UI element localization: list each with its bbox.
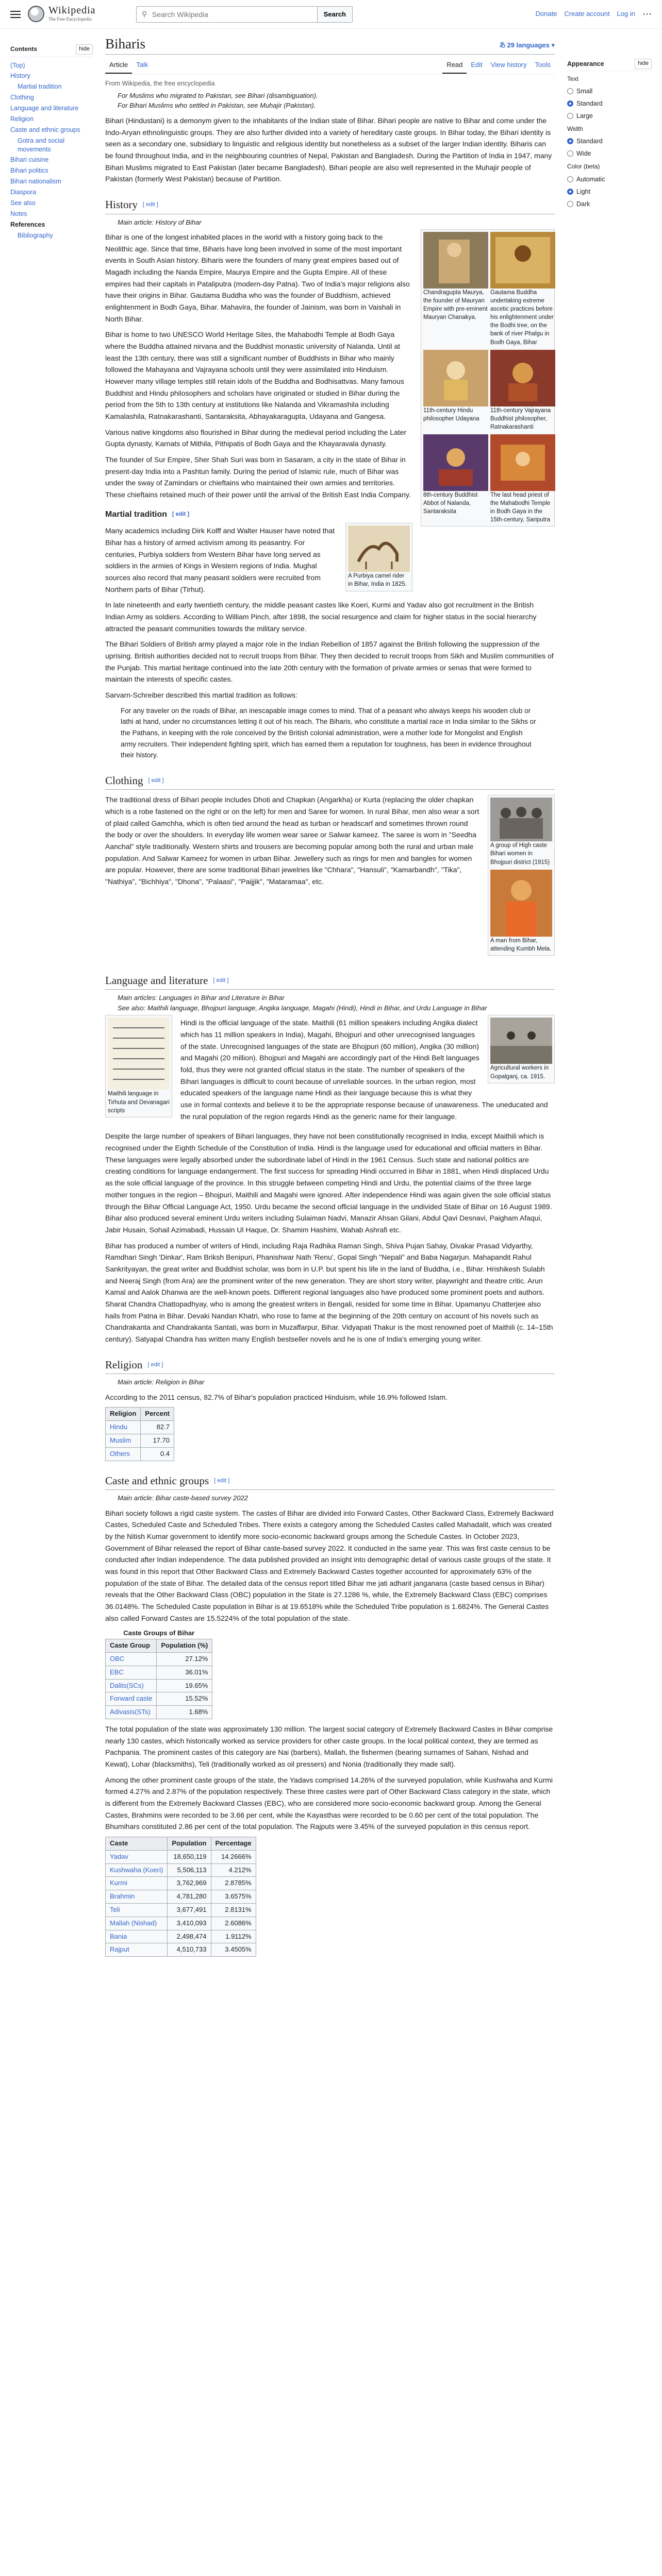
table-cell: 4.212% bbox=[211, 1863, 256, 1877]
tab-article[interactable]: Article bbox=[105, 58, 132, 74]
table-row bbox=[106, 1421, 174, 1434]
image-caption: A group of High caste Bihari women in Bhojpuri district (1915) bbox=[490, 842, 550, 866]
table-cell: 0.4 bbox=[141, 1447, 174, 1461]
toc-item[interactable]: Gotra and social movements bbox=[18, 137, 65, 153]
toc-item[interactable]: Bihari cuisine bbox=[10, 156, 49, 164]
section-religion: Religion [ edit ] bbox=[105, 1357, 555, 1375]
section-language: Language and literature [ edit ] bbox=[105, 972, 555, 990]
radio-icon[interactable] bbox=[567, 189, 573, 195]
table-row bbox=[106, 1890, 256, 1904]
history-paragraph: Bihar is home to two UNESCO World Heritage Sites, the Mahabodhi Temple at Bodh Gaya where the Buddha attained nirvana and the Buddhist monastic university of Nalanda. Until at least the 13th century, there was still a significant number of Buddhists in Bihar who mainly followed the Mahayana and Vajrayana schools until they were assimilated into Hinduism. However many village temples still retain idols of the Buddha and Bodhisattvas. Many famous Buddhist and Hindu philosophers and scholars have originated or studied in Bihar during the period from the 5th to 13th century at institutions like Nalanda and Vikramashila including Kamalashila, Ratnakarashanti, Santaraksita, Abhayakaragupta, Udayana and Gangesa. bbox=[105, 330, 404, 421]
image-caption: Maithili language in Tirhuta and Devanagari scripts bbox=[108, 1091, 170, 1114]
image-caption: A Purbiya camel rider in Bihar, India in 1825. bbox=[348, 573, 407, 588]
option-label: Light bbox=[576, 188, 591, 195]
radio-icon[interactable] bbox=[567, 138, 573, 144]
table-row bbox=[106, 1850, 256, 1863]
column-header[interactable]: Population (%) bbox=[157, 1639, 212, 1653]
option-label: Dark bbox=[576, 200, 590, 208]
table-cell: 2,498,474 bbox=[168, 1930, 211, 1943]
from-wikipedia: From Wikipedia, the free encyclopedia bbox=[105, 79, 215, 87]
table-cell: 82.7 bbox=[141, 1421, 174, 1434]
radio-icon[interactable] bbox=[567, 201, 573, 207]
history-paragraph: The founder of Sur Empire, Sher Shah Suri was born in Sasaram, a city in the state of Bihar in present-day India into a Pashtun family. During the period of Islamic rule, much of Bihar was under the sway of Zamindars or chieftains who maintained their own armies and territories. These chieftains retained much of their power until the arrival of the British East India Company. bbox=[105, 455, 411, 499]
toc-item[interactable]: Notes bbox=[10, 210, 27, 217]
image-caption: 11th-century Hindu philosopher Udayana bbox=[423, 407, 479, 422]
buddha-painting-image[interactable] bbox=[490, 232, 555, 289]
history-image-box bbox=[421, 229, 555, 527]
caste-paragraph: The total population of the state was approximately 130 million. The largest social category of Extremely Backward Castes in Bihar comprise nearly 130 castes, which historically worked as service providers for other caste groups. In the local political context, they are termed as Pachpania. The prominent castes of this category are Nai (barbers), Mallah, the fishermen (bearing surnames of Sahani, Nishad and Kewat), Lohar (blacksmiths), Teli (traditionally worked as oil pressers) and Nonia (traditionally they made salt). bbox=[105, 1724, 553, 1768]
table-cell[interactable]: EBC bbox=[106, 1666, 157, 1679]
edit-section-link[interactable]: [ edit ] bbox=[172, 511, 190, 517]
history-paragraph: Bihar is one of the longest inhabited places in the world with a history going back to the Neolithic age. Since that time, Biharis have long been involved in some of the most important events in South Asian history. Biharis were the founders of many great empires based out of Magadh including the Nanda Empire, Maurya Empire and the Gupta Empire. All of these empires had their capitals in Pataliputra (modern-day Patna). Two of India's major religions also have their origins in Bihar. Gautama Buddha who was the founder of Buddhism, achieved enlightenment in Bodh Gaya, Bihar. Mahavira, the founder of Jainism, was born in Vaishali in North Bihar. bbox=[105, 233, 410, 323]
table-cell[interactable]: Brahmin bbox=[106, 1890, 168, 1904]
see-also-note: See also: Maithili language, Bhojpuri language, Angika language, Magahi (Hindi), Hindi in Bihar, and Urdu Language in Bihar bbox=[118, 1004, 487, 1012]
agricultural-workers-image-box bbox=[488, 1015, 555, 1083]
language-paragraph: Bihar has produced a number of writers of Hindi, including Raja Radhika Raman Singh, Shiva Pujan Sahay, Divakar Prasad Vidyarthy, Ramdhari Singh 'Dinkar', Ram Briksh Benipuri, Phanishwar Nath 'Renu', Gopal Singh "Nepali" and Baba Nagarjun. Mahapandit Rahul Sankrityayan, the great writer and Buddhist scholar, was born in U.P. but spent his life in the land of Buddha, i.e., Bihar. Hrishikesh Sulabh and Neeraj Singh (from Ara) are the prominent writer of the new generation. They are short story writer, playwright and theatre critic. Arun Kamal and Aalok Dhanwa are the well-known poets. Different regional languages also have produced some prominent poets and authors. Sharat Chandra Chattopadhyay, who is among the greatest writers in Bengali, resided for some time in Bihar. Upamanyu Chatterjee also hails from Patna in Bihar. Devaki Nandan Khatri, who rose to fame at the beginning of the 20th century on account of his novels such as Chandrakanta and Chandrakanta Santati, was born in Muzaffarpur, Bihar. Vidyapati Thakur is the most renowned poet of Maithili (c. 14–15th century). Satyapal Chandra has written many English bestseller novels and he is one of India's emerging young writer. bbox=[105, 1241, 553, 1343]
toc-item[interactable]: Clothing bbox=[10, 94, 34, 101]
table-cell[interactable]: Muslim bbox=[106, 1434, 141, 1447]
table-caption: Caste Groups of Bihar bbox=[123, 1629, 195, 1637]
wordmark: Wikipedia bbox=[48, 5, 96, 16]
table-cell: 15.52% bbox=[157, 1692, 212, 1706]
table-cell: 5,506,113 bbox=[168, 1863, 211, 1877]
column-header[interactable]: Population bbox=[168, 1837, 211, 1850]
width-heading: Width bbox=[567, 125, 583, 133]
kumbh-mela-man-image[interactable] bbox=[490, 870, 552, 937]
text-option[interactable] bbox=[567, 110, 652, 122]
toc-item[interactable]: References bbox=[10, 221, 45, 228]
option-label: Automatic bbox=[576, 175, 605, 183]
bihari-women-image[interactable] bbox=[490, 798, 552, 841]
table-cell: 36.01% bbox=[157, 1666, 212, 1679]
table-row bbox=[106, 1652, 212, 1666]
chandragupta-image[interactable] bbox=[423, 232, 488, 289]
intro-paragraph: Bihari (Hindustani) is a demonym given to the inhabitants of the Indian state of Bihar. Bihari people are native to Bihar and come under the Indo-Aryan ethnolinguistic groups. They are also further divided into a variety of hereditary caste groups. In Bihar today, the Bihari identity is seen as a secondary one, subsidiary to linguistic and religious identity but nonetheless as a subset of the larger Indian identity. Biharis can be found throughout India, and in the neighbouring countries of Nepal, Pakistan and Bangladesh. During the Partition of India in 1947, many Bihari Muslims migrated to East Pakistan (later became Bangladesh). Bihari people are also well represented in the Muhajir people of Pakistan (formerly West Pakistan) because of Partition. bbox=[105, 116, 552, 183]
clothing-paragraph: The traditional dress of Bihari people includes Dhoti and Chapkan (Angarkha) or Kurta (replacing the older chapkan which is a robe fastened on the right or on the left) for men and Saree for women. In rural Bihar, men also wear a sort of plaid called Gamchha, which is often tied around the head as turban or headscarf and sometimes thrown round the body or over the shoulders. In everyday life women wear saree or Salwar kameez. The saree is worn in "Seedha Aanchal" style traditionally. Western shirts and trousers are becoming popular among both the rural and urban male population. And Salwar Kameez for women in urban Bihar. Jewellery such as rings for men and bangles for women are popular. However, there are some traditional Bihari jewelries like "Chhara", "Hansuli", "Kamarbandh", "Tika", "Nathiya", "Bichhiya", "Dhona", "Palaasi", "Paijjik", "Mataramaa", etc. bbox=[105, 795, 479, 886]
text-option[interactable] bbox=[567, 85, 652, 97]
section-clothing: Clothing [ edit ] bbox=[105, 772, 555, 790]
table-cell[interactable]: Teli bbox=[106, 1903, 168, 1917]
image-caption: 11th-century Vajrayana Buddhist philosopher, Ratnakarashanti bbox=[490, 407, 551, 430]
appearance-heading: Appearance bbox=[567, 60, 604, 67]
tab-read[interactable]: Read bbox=[442, 58, 467, 74]
column-header[interactable]: Caste Group bbox=[106, 1639, 157, 1653]
language-paragraph: Hindi is the official language of the state. Maithili (61 million speakers including Angika dialect which has 11 million speakers in India), Magahi, Bhojpuri and other unrecognised languages of the state. Unrecognised languages of the state are Bhojpuri (60 million), Angika (30 million) and Magahi (20 million). Bhojpuri and Magahi are accordingly part of the Hindi Belt languages fold, thus they were not granted official status in the state. The number of speakers of the Bihari languages is difficult to count because of unreliable sources. In the urban region, most educated speakers of the language name Hindi as their language because this is what they use in formal contexts and believe it to be the appropriate response because of unawareness. The uneducated and the rural population of the region regards Hindi as the generic name for their language. bbox=[180, 1019, 548, 1121]
tab-view-history[interactable]: View history bbox=[490, 61, 527, 69]
image-caption: A man from Bihar, attending Kumbh Mela. bbox=[490, 937, 552, 952]
edit-section-link[interactable]: [ edit ] bbox=[213, 977, 229, 984]
camel-rider-image[interactable] bbox=[348, 526, 410, 572]
main-article-note: Main article: Bihar caste-based survey 2022 bbox=[118, 1494, 248, 1502]
tab-edit[interactable]: Edit bbox=[471, 61, 483, 69]
toc-item[interactable]: Caste and ethnic groups bbox=[10, 126, 80, 133]
login-link[interactable]: Log in bbox=[617, 10, 635, 18]
search-icon: ⚲ bbox=[141, 10, 147, 19]
caste-paragraph: Among the other prominent caste groups of the state, the Yadavs comprised 14.26% of the surveyed population, while Kushwaha and Kurmi formed 4.27% and 2.87% of the population respectively. These three castes were part of Other Backward Class category in the state, which is different from the Extremely Backward Classes (EBC), who are considered more socio-economic backward group. Among the General Castes, Brahmins were recorded to be 3.66 per cent, while the Kayasthas were recorded to be 0.60 per cent of the total population. The Bhumihars constituted 2.86 per cent of the total population. The Rajputs were 3.45% of the surveyed population in this census report. bbox=[105, 1775, 553, 1831]
search-input[interactable] bbox=[152, 10, 317, 19]
table-cell[interactable]: Forward caste bbox=[106, 1692, 157, 1706]
toc-item[interactable]: Language and literature bbox=[10, 105, 79, 112]
edit-section-link[interactable]: [ edit ] bbox=[147, 1361, 163, 1368]
table-cell: 27.12% bbox=[157, 1652, 212, 1666]
caste-groups-table bbox=[105, 1628, 212, 1719]
hatnote: For Bihari Muslims who settled in Pakistan, see Muhajir (Pakistan). bbox=[118, 101, 316, 110]
language-paragraph: Despite the large number of speakers of Bihari languages, they have not been constitutionally recognised in India, except Maithili which is recognised under the Eighth Schedule of the Constitution of India. Hindi is the language used for educational and official matters in Bihar. These languages were legally absorbed under the subordinate label of Hindi in the 1961 Census. Such state and national politics are creating conditions for language endangerment. The first success for spreading Hindi occurred in Bihar in 1881, when Hindi displaced Urdu as the sole official language of the province. In this struggle between competing Hindi and Urdu, the potential claims of the three large mother tongues in the region – Bhojpuri, Maithili and Magahi were ignored. After independence Hindi was again given the sole official status through the Bihar Official Language Act, 1950. Urdu became the second official language in the undivided State of Bihar on 16 August 1989. Bihar also produced several eminent Urdu writers including Sulaiman Nadvi, Manazir Ahsan Gilani, Abdul Qavi Desnavi, Paigham Afaqui, Jabir Husain, Sohail Azimabadi, Hussain Ul Haque, Dr. Shamim Hashimi, Wahab Ashrafi etc. bbox=[105, 1132, 552, 1234]
column-header[interactable]: Caste bbox=[106, 1837, 168, 1850]
santaraksita-image[interactable] bbox=[423, 434, 488, 491]
image-caption: Gautama Buddha undertaking extreme ascetic practices before his enlightenment under the Bodhi tree, on the bank of river Phalgu in Bodh Gaya, Bihar bbox=[490, 290, 554, 346]
page-title: Biharis bbox=[105, 36, 145, 52]
main-article-note: Main article: Religion in Bihar bbox=[118, 1378, 205, 1386]
table-of-contents bbox=[10, 29, 93, 1961]
section-history: History [ edit ] bbox=[105, 196, 555, 214]
udayana-image[interactable] bbox=[423, 350, 488, 406]
create-account-link[interactable]: Create account bbox=[564, 10, 610, 18]
table-row bbox=[106, 1666, 212, 1679]
table-cell: 3.6575% bbox=[211, 1890, 256, 1904]
color-heading: Color (beta) bbox=[567, 163, 600, 171]
donate-link[interactable]: Donate bbox=[535, 10, 557, 18]
table-cell: 14.2666% bbox=[211, 1850, 256, 1863]
option-label: Wide bbox=[576, 150, 591, 158]
image-caption: Agricultural workers in Gopalganj, ca. 1915. bbox=[490, 1065, 549, 1080]
maithili-script-image[interactable] bbox=[108, 1018, 170, 1090]
table-cell[interactable]: Yadav bbox=[106, 1850, 168, 1863]
table-cell: 1.68% bbox=[157, 1706, 212, 1719]
toc-item[interactable]: Diaspora bbox=[10, 189, 37, 196]
image-caption: The last head priest of the Mahabodhi Temple in Bodh Gaya in the 15th-century, Sariputra bbox=[490, 492, 551, 523]
agricultural-workers-image[interactable] bbox=[490, 1018, 552, 1064]
table-cell[interactable]: Mallah (Nishad) bbox=[106, 1917, 168, 1930]
toc-item[interactable]: Bihari politics bbox=[10, 167, 48, 175]
column-header[interactable]: Percent bbox=[141, 1408, 174, 1421]
appearance-hide-button[interactable]: hide bbox=[635, 59, 652, 69]
radio-icon[interactable] bbox=[567, 88, 573, 94]
table-row bbox=[106, 1434, 174, 1447]
block-quote: For any traveler on the roads of Bihar, an inescapable image comes to mind. That of a peasant who always keeps his wooden club or lathi at hand, under no circumstances letting it out of his reach. The Biharis, who constitute a martial race in India similar to the Sikhs or the Pathans, in keeping with the role conceived by the British colonial administration, were a mother lode for Mongolist and English army recruiters. Their independent fighting spirit, which has earned them a reputation for toughness, has been in evidence throughout their history. bbox=[121, 706, 536, 759]
table-row bbox=[106, 1943, 256, 1957]
section-caste: Caste and ethnic groups [ edit ] bbox=[105, 1472, 555, 1490]
radio-icon[interactable] bbox=[567, 113, 573, 119]
toc-item[interactable]: (Top) bbox=[10, 61, 25, 69]
width-option[interactable] bbox=[567, 147, 652, 160]
table-row bbox=[106, 1706, 212, 1719]
martial-paragraph: Sarvarn-Schreiber described this martial tradition as follows: bbox=[105, 691, 297, 700]
table-row bbox=[106, 1877, 256, 1890]
radio-icon[interactable] bbox=[567, 150, 573, 157]
search-button[interactable]: Search bbox=[317, 7, 352, 22]
main-article-note: Main article: History of Bihar bbox=[118, 218, 202, 226]
main-menu-icon[interactable] bbox=[10, 11, 21, 18]
color-option[interactable] bbox=[567, 185, 652, 198]
appearance-panel bbox=[567, 29, 652, 1961]
toc-item[interactable]: See also bbox=[10, 199, 36, 207]
table-cell[interactable]: Bania bbox=[106, 1930, 168, 1943]
martial-paragraph: Many academics including Dirk Kolff and Walter Hauser have noted that Bihar has a history of armed activism among its peasantry. For centuries, Purbiya soldiers from Western Bihar have long served as soldiers in the armies of Kings in Western regions of India. Mughal sources also record that many peasant soldiers were recruited from Northern parts of Bihar (Tirhut). bbox=[105, 527, 335, 594]
radio-icon[interactable] bbox=[567, 176, 573, 182]
more-options-icon[interactable]: ⋯ bbox=[642, 9, 652, 20]
column-header[interactable]: Percentage bbox=[211, 1837, 256, 1850]
edit-section-link[interactable]: [ edit ] bbox=[214, 1477, 230, 1484]
option-label: Small bbox=[576, 88, 593, 95]
tab-talk[interactable]: Talk bbox=[136, 61, 148, 69]
table-cell[interactable]: Adivasis(STs) bbox=[106, 1706, 157, 1719]
table-cell: 2.8131% bbox=[211, 1903, 256, 1917]
caste-paragraph: Bihari society follows a rigid caste system. The castes of Bihar are divided into Forward Castes, Other Backward Class, Extremely Backward Castes, Scheduled Caste and Scheduled Tribes. There exists a category among the Scheduled Castes called Mahadalit, which was created by the Nitish Kumar government to identify more socio-economic backward groups among the Schedule Castes. In October 2023, Government of Bihar released the report of Bihar caste-based survey 2022. It conducted in the same year. This was first caste census to be conducted after Indian independence. The data published provided an insight into demographic detail of various caste groups of the state. It was found in this report that Other Backward Class and Extremely Backward Castes together accounted for approximately 63% of the population of the state of Bihar. The detailed data of the census report titled Bihar me jati adharit janganana (caste based census in Bihar) reveals that the Other Backward Class (OBC) population in the State is 27.1286 %, while, the Extremely Backward Class (EBC) comprises 36.0148%. The Scheduled Caste population in Bihar is at 19.6518% while the Scheduled Tribe population is 1.6824%. The General Castes also called Forward Castes are 15.5224% of the total population of the state. bbox=[105, 1509, 554, 1622]
image-caption: 8th-century Buddhist Abbot of Nalanda, Santaraksita bbox=[423, 492, 478, 515]
martial-paragraph: In late nineteenth and early twentieth century, the middle peasant castes like Koeri, Kurmi and Yadav also got recruitment in the British Indian Army as soldiers. According to William Pinch, after 1898, the social resurgence and claim for higher status in the social hierarchy attracted the peasant communities towards the military service. bbox=[105, 601, 537, 633]
search-box bbox=[136, 6, 353, 23]
table-cell[interactable]: Dalits(SCs) bbox=[106, 1679, 157, 1692]
table-row bbox=[106, 1447, 174, 1461]
table-cell: 3,410,093 bbox=[168, 1917, 211, 1930]
camel-rider-image-box bbox=[345, 523, 412, 591]
width-option[interactable] bbox=[567, 135, 652, 147]
table-cell[interactable]: Kurmi bbox=[106, 1877, 168, 1890]
tab-tools[interactable]: Tools bbox=[535, 61, 551, 69]
toc-item[interactable]: Bihari nationalism bbox=[10, 178, 61, 185]
table-cell: 18,650,119 bbox=[168, 1850, 211, 1863]
religion-table bbox=[105, 1407, 174, 1461]
option-label: Standard bbox=[576, 100, 603, 108]
table-cell: 3,762,969 bbox=[168, 1877, 211, 1890]
table-cell: 4,510,733 bbox=[168, 1943, 211, 1957]
hatnote: For Muslims who migrated to Pakistan, see Bihari (disambiguation). bbox=[118, 91, 318, 99]
table-row bbox=[106, 1863, 256, 1877]
table-cell[interactable]: Hindu bbox=[106, 1421, 141, 1434]
table-row bbox=[106, 1692, 212, 1706]
image-caption: Chandragupta Maurya, the founder of Mauryan Empire with pre-eminent Mauryan Chanakya. bbox=[423, 290, 488, 321]
table-cell: 3.4505% bbox=[211, 1943, 256, 1957]
column-header[interactable]: Religion bbox=[106, 1408, 141, 1421]
table-cell[interactable]: Others bbox=[106, 1447, 141, 1461]
toc-item[interactable]: History bbox=[10, 72, 30, 80]
clothing-image-box bbox=[488, 795, 555, 955]
table-cell: 3,677,491 bbox=[168, 1903, 211, 1917]
table-cell[interactable]: Rajput bbox=[106, 1943, 168, 1957]
option-label: Large bbox=[576, 112, 593, 120]
table-cell: 19.65% bbox=[157, 1679, 212, 1692]
sariputra-image[interactable] bbox=[490, 434, 555, 491]
wikipedia-logo[interactable] bbox=[28, 5, 126, 23]
table-row bbox=[106, 1917, 256, 1930]
table-cell: 2.6086% bbox=[211, 1917, 256, 1930]
color-option[interactable] bbox=[567, 198, 652, 210]
globe-icon bbox=[28, 6, 44, 22]
main-article-note: Main articles: Languages in Bihar and Literature in Bihar bbox=[118, 994, 285, 1002]
toc-item[interactable]: Martial tradition bbox=[18, 83, 62, 91]
table-cell: 4,781,280 bbox=[168, 1890, 211, 1904]
site-header bbox=[0, 0, 662, 29]
option-label: Standard bbox=[576, 138, 603, 145]
table-row bbox=[106, 1679, 212, 1692]
table-cell: 17.70 bbox=[141, 1434, 174, 1447]
radio-icon[interactable] bbox=[567, 100, 573, 107]
text-option[interactable] bbox=[567, 97, 652, 110]
table-cell[interactable]: Kushwaha (Koeri) bbox=[106, 1863, 168, 1877]
edit-section-link[interactable]: [ edit ] bbox=[148, 777, 164, 784]
maithili-script-image-box bbox=[105, 1015, 172, 1117]
table-row bbox=[106, 1930, 256, 1943]
section-martial-tradition: Martial tradition [ edit ] bbox=[105, 510, 190, 519]
toc-hide-button[interactable]: hide bbox=[76, 44, 93, 55]
languages-button[interactable]: あ 29 languages ▾ bbox=[499, 41, 555, 49]
edit-section-link[interactable]: [ edit ] bbox=[143, 201, 158, 208]
history-paragraph: Various native kingdoms also flourished in Bihar during the medieval period including the Later Gupta dynasty, Karnats of Mithila, Pithipatis of Bodh Gaya and the Khayaravala dynasty. bbox=[105, 428, 407, 448]
table-cell: 1.9112% bbox=[211, 1930, 256, 1943]
caste-population-table bbox=[105, 1837, 256, 1957]
article-content bbox=[93, 29, 567, 1961]
table-row bbox=[106, 1903, 256, 1917]
toc-item[interactable]: Religion bbox=[10, 115, 34, 123]
tagline: The Free Encyclopedia bbox=[48, 16, 92, 22]
text-size-heading: Text bbox=[567, 75, 579, 82]
color-option[interactable] bbox=[567, 173, 652, 185]
ratnakarashanti-image[interactable] bbox=[490, 350, 555, 406]
toc-item[interactable]: Bibliography bbox=[18, 231, 53, 239]
martial-paragraph: The Bihari Soldiers of British army played a major role in the Indian Rebellion of 1857 against the British following the suppression of the uprising. British authorities decided not to recruit troops from Bihar. They then decided to recruit troops from Sikh and Muslim communities of the Punjab. This martial heritage continued into the late 20th century with the formation of private armies or senas that were formed to maintain the interests of specific castes. bbox=[105, 640, 554, 684]
toc-heading: Contents bbox=[10, 45, 37, 53]
table-cell: 2.8785% bbox=[211, 1877, 256, 1890]
table-cell[interactable]: OBC bbox=[106, 1652, 157, 1666]
religion-paragraph: According to the 2011 census, 82.7% of Bihar's population practiced Hinduism, while 16.9% followed Islam. bbox=[105, 1393, 448, 1401]
